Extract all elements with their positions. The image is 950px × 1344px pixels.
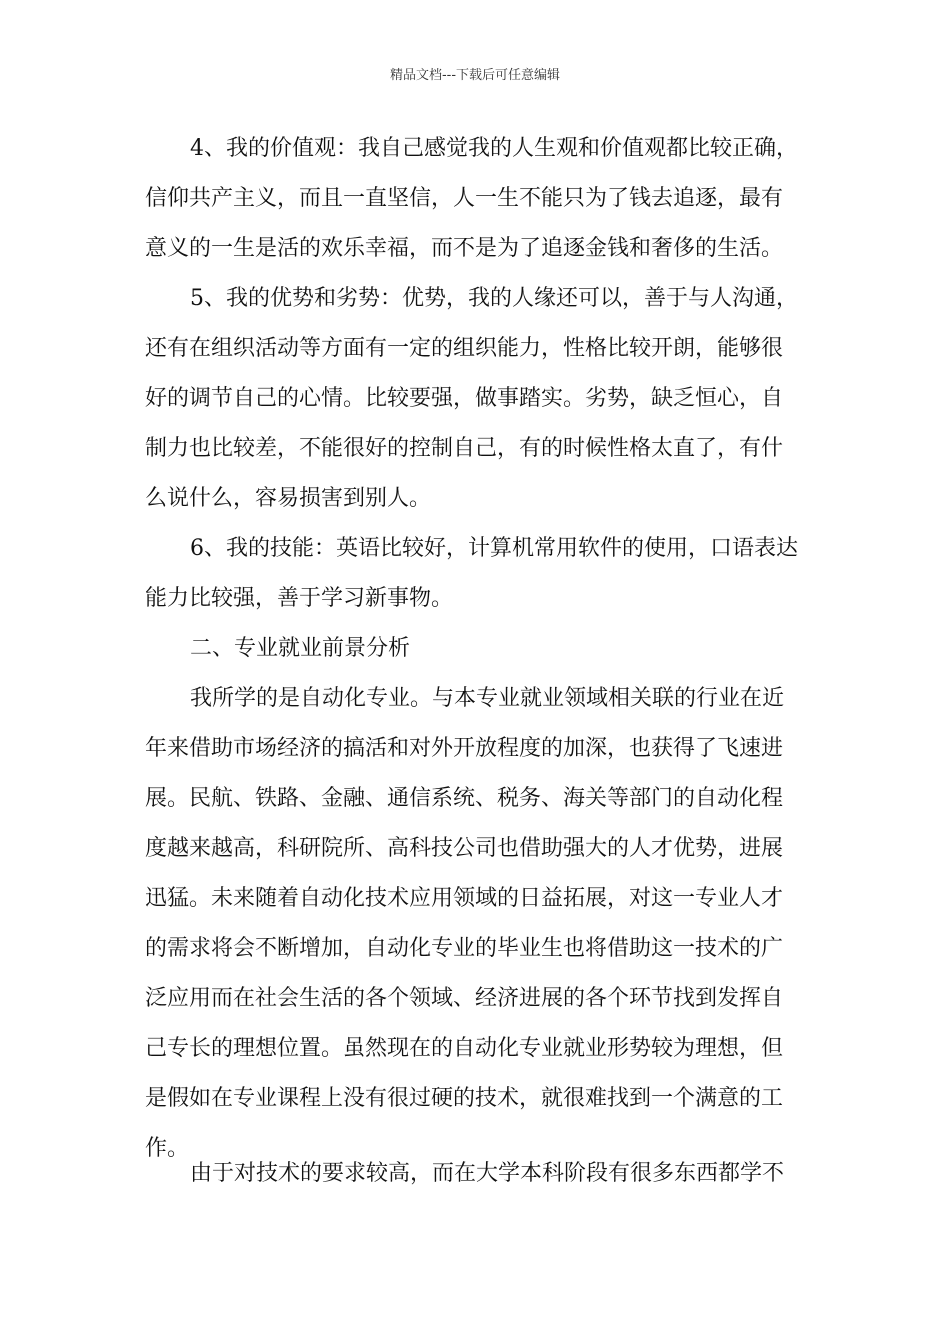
text-line: 年来借助市场经济的搞活和对外开放程度的加深，也获得了飞速进 bbox=[145, 736, 784, 761]
text-line: 是假如在专业课程上没有很过硬的技术，就很难找到一个满意的工 bbox=[145, 1086, 784, 1111]
text-line: 我所学的是自动化专业。与本专业就业领域相关联的行业在近 bbox=[190, 686, 785, 711]
text-line: 的需求将会不断增加，自动化专业的毕业生也将借助这一技术的广 bbox=[145, 936, 784, 961]
text-line: 能力比较强，善于学习新事物。 bbox=[145, 586, 454, 611]
text-line: 么说什么，容易损害到别人。 bbox=[145, 486, 432, 511]
text-line: 作。 bbox=[145, 1136, 190, 1161]
text-line: 展。民航、铁路、金融、通信系统、税务、海关等部门的自动化程 bbox=[145, 786, 784, 811]
text-line: 好的调节自己的心情。比较要强，做事踏实。劣势，缺乏恒心，自 bbox=[145, 386, 784, 411]
text-line: 5、我的优势和劣势：优势，我的人缘还可以，善于与人沟通， bbox=[190, 286, 798, 311]
text-line: 信仰共产主义，而且一直坚信，人一生不能只为了钱去追逐，最有 bbox=[145, 186, 784, 211]
text-line: 意义的一生是活的欢乐幸福，而不是为了追逐金钱和奢侈的生活。 bbox=[145, 236, 784, 261]
document-body-continued bbox=[145, 1149, 810, 1199]
text-line: 制力也比较差，不能很好的控制自己，有的时候性格太直了，有什 bbox=[145, 436, 784, 461]
text-line: 泛应用而在社会生活的各个领域、经济进展的各个环节找到发挥自 bbox=[145, 986, 784, 1011]
text-line: 己专长的理想位置。虽然现在的自动化专业就业形势较为理想，但 bbox=[145, 1036, 784, 1061]
document-body bbox=[145, 124, 810, 1174]
page-header: 精品文档---下载后可任意编辑 bbox=[389, 68, 561, 83]
text-line: 还有在组织活动等方面有一定的组织能力，性格比较开朗，能够很 bbox=[145, 336, 784, 361]
text-line: 6、我的技能：英语比较好，计算机常用软件的使用，口语表达 bbox=[190, 536, 798, 561]
text-line: 由于对技术的要求较高，而在大学本科阶段有很多东西都学不 bbox=[190, 1161, 785, 1186]
text-line: 迅猛。未来随着自动化技术应用领域的日益拓展，对这一专业人才 bbox=[145, 886, 784, 911]
text-line: 度越来越高，科研院所、高科技公司也借助强大的人才优势，进展 bbox=[145, 836, 784, 861]
section-heading: 二、专业就业前景分析 bbox=[190, 636, 411, 661]
text-line: 4、我的价值观：我自己感觉我的人生观和价值观都比较正确， bbox=[190, 136, 798, 161]
